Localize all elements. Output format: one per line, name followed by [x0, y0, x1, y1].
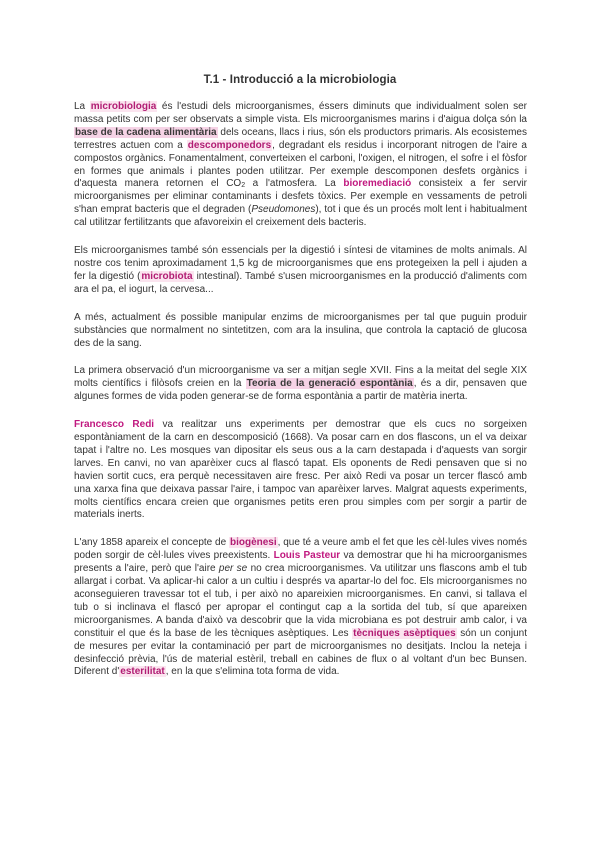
- paragraph-digestion: [74, 245, 527, 297]
- document-body: [74, 101, 527, 694]
- keyword-francesco-redi: Francesco Redi: [74, 419, 155, 431]
- text-run: La primera observació d'un microorganisme va ser a mitjan segle XVII. Fins a la meitat del segle XIX molts científics i filòsofs creien en la: [74, 365, 527, 390]
- text-run: consisteix a fer servir microorganismes per eliminar contaminants i desfets tòxics. Per exemple en vessaments de petroli s'han emprat bacteris que el degraden (: [74, 178, 528, 216]
- text-run: , degradant els residus i incorporant nitrogen de l'aire a compostos orgànics. Fonamentalment, converteixen el carboni, l'oxigen, el nitrogen, el sofre i el fòsfor en formes que animals i plantes poden utilitzar. Per exemple descomponen desfets orgànics i d'aquesta manera retornen el CO: [74, 139, 527, 190]
- keyword-tecniques-aseptiques: tècniques asèptiques: [353, 627, 456, 639]
- title-text: Introducció a la microbiologia: [229, 74, 397, 86]
- text-run: Els microorganismes també són essencials per la digestió i síntesi de vitamines de molts animals. Al nostre cos tenim aproximadament 1,5 kg de microorganismes que ens protegeixen la pell i ajuden a fer la digestió (: [74, 245, 527, 282]
- italic-pseudomones: Pseudomones: [251, 204, 316, 216]
- text-run: , és a dir, pensaven que algunes formes de vida poden generar-se de forma espontània a partir de matèria inerta.: [74, 378, 528, 403]
- text-run: , que té a veure amb el fet que les cèl·lules vives només poden sorgir de cèl·lules vives preexistents.: [74, 537, 527, 562]
- text-run: L'any 1858 apareix el concepte de: [74, 537, 229, 549]
- text-run: no crea microorganismes. Va utilitzar uns flascons amb el tub allargat i corbat. Va aplicar-hi calor a un cultiu i després va apartar-lo del foc. Els microorganismes no aconseguieren travessar tot el tub, i per això no apareixien microorganismes. En canvi, si tallava el tub o si inclinava el flascó per apropar el contingut cap a la sortida del tub, sí que apareixen microorganismes. A banda d'això va descobrir que la vida microbiana es pot destruir amb calor, i va constituir el que és la base de les tècniques asèptiques. Les: [74, 563, 527, 639]
- keyword-biogenesi: biogènesi: [229, 537, 277, 549]
- keyword-descomponedors: descomponedors: [187, 139, 272, 151]
- keyword-generacio-espontania: Teoria de la generació espontània: [246, 378, 413, 390]
- keyword-microbiota: microbiota: [141, 270, 193, 282]
- keyword-cadena-alimentaria: base de la cadena alimentària: [75, 126, 217, 138]
- text-run: A més, actualment és possible manipular enzims de microorganismes per tal que puguin produir substàncies que normalment no sintetitzen, com ara la insulina, que controla la captació de glucosa des de la sang.: [74, 311, 527, 349]
- keyword-louis-pasteur: Louis Pasteur: [273, 550, 341, 562]
- text-run: intestinal). També s'usen microorganismes en la producció d'aliments com ara el pa, el iogurt, la cervesa...: [74, 270, 527, 295]
- paragraph-enzymes: [74, 312, 527, 351]
- keyword-microbiologia: microbiologia: [90, 101, 157, 112]
- text-run: són un conjunt de mesures per evitar la contaminació per part de microorganismes no desitjats. Inclou la neteja i desinfecció prèvia, l'ús de material estèril, treball en cabines de flux o al voltant d'un bec Bunsen. Diferent d': [74, 627, 527, 678]
- keyword-bioremediacio: bioremediació: [343, 178, 412, 190]
- paragraph-redi: [74, 419, 527, 522]
- text-run: La: [74, 101, 90, 112]
- subscript-2: 2: [241, 182, 246, 190]
- title-prefix: T.1 -: [203, 74, 230, 86]
- paragraph-spontaneous-generation: [74, 365, 527, 404]
- text-run: a l'atmosfera. La: [245, 178, 344, 190]
- text-run: ), tot i que és un procés molt lent i habitualment cal utilitzar fertilitzants que afavoreixin el creixement dels bacteris.: [74, 204, 527, 229]
- italic-per-se: per se: [218, 563, 248, 575]
- page-title: [0, 74, 600, 86]
- keyword-esterilitat: esterilitat: [120, 666, 165, 678]
- text-run: dels oceans, llacs i rius, són els productors primaris. Als ecosistemes terrestres actuen com a: [74, 126, 527, 151]
- text-run: va demostrar que hi ha microorganismes presents a l'aire, però que l'aire: [74, 550, 527, 575]
- text-run: va realitzar uns experiments per demostrar que els cucs no sorgeixen espontàniament de la carn en descomposició (1668). Va posar carn en dos flascons, un el va deixar tapat i l'altre no. Les mosques van dipositar els seus ous a la carn destapada i d'aquests van sorgir larves. En canvi, no van aparèixer cucs al flascó tapat. Els oponents de Redi pensaven que si no havien sortit cucs, era perquè necessitaven aire fresc. Per això Redi va posar un tercer flascó amb una xarxa fina que deixava passar l'aire, i tampoc van aparèixer larves. Malgrat aquests experiments, molts científics encara creien que organismes petits eren prou simples com per sorgir a partir de materials inerts.: [74, 419, 527, 521]
- paragraph-microbiology: [74, 101, 527, 230]
- paragraph-biogenesis: [74, 537, 527, 679]
- text-run: , en la que s'elimina tota forma de vida.: [165, 666, 340, 678]
- text-run: és l'estudi dels microorganismes, éssers diminuts que individualment solen ser massa petits com per ser observats a simple vista. Els microorganismes marins i d'aigua dolça són la: [74, 101, 528, 125]
